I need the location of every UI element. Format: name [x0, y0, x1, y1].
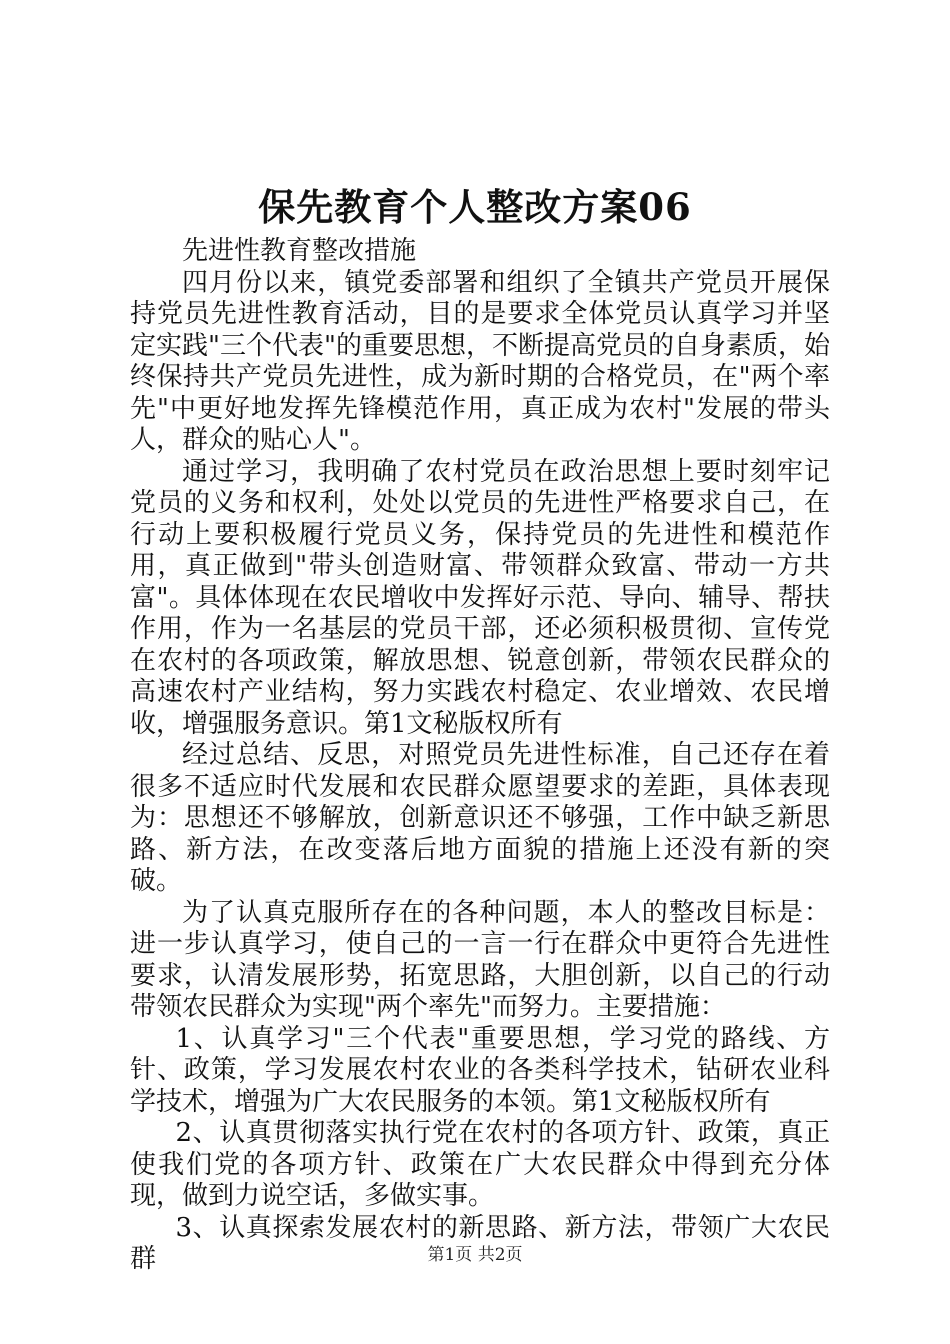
document-body: [130, 236, 830, 1276]
document-title: 保先教育个人整改方案06: [258, 185, 692, 229]
paragraph: 经过总结、反思，对照党员先进性标准，自己还存在着很多不适应时代发展和农民群众愿望要求的差距，具体表现为：思想还不够解放，创新意识还不够强，工作中缺乏新思路、新方法，在改变落后地方面貌的措施上还没有新的突破。: [130, 740, 830, 896]
section-heading: 先进性教育整改措施: [182, 236, 417, 266]
list-item: 3、认真探索发展农村的新思路、新方法，带领广大农民群: [130, 1212, 830, 1274]
list-item: 1、认真学习"三个代表"重要思想，学习党的路线、方针、政策，学习发展农村农业的各类科学技术，钻研农业科学技术，增强为广大农民服务的本领。第1文秘版权所有: [130, 1023, 830, 1117]
paragraph: 为了认真克服所存在的各种问题，本人的整改目标是：进一步认真学习，使自己的一言一行在群众中更符合先进性要求，认清发展形势，拓宽思路，大胆创新，以自己的行动带领农民群众为实现"两个率先"而努力。主要措施：: [130, 897, 830, 1022]
paragraph: 通过学习，我明确了农村党员在政治思想上要时刻牢记党员的义务和权利，处处以党员的先进性严格要求自己，在行动上要积极履行党员义务，保持党员的先进性和模范作用，真正做到"带头创造财富、带领群众致富、带动一方共富"。具体体现在农民增收中发挥好示范、导向、辅导、帮扶作用，作为一名基层的党员干部，还必须积极贯彻、宣传党在农村的各项政策，解放思想、锐意创新，带领农民群众的高速农村产业结构，努力实践农村稳定、农业增效、农民增收，增强服务意识。第1文秘版权所有: [130, 456, 830, 739]
paragraph: 四月份以来，镇党委部署和组织了全镇共产党员开展保持党员先进性教育活动，目的是要求全体党员认真学习并坚定实践"三个代表"的重要思想，不断提高党员的自身素质，始终保持共产党员先进性，成为新时期的合格党员，在"两个率先"中更好地发挥先锋模范作用，真正成为农村"发展的带头人，群众的贴心人"。: [130, 267, 830, 455]
list-item: 2、认真贯彻落实执行党在农村的各项方针、政策，真正使我们党的各项方针、政策在广大农民群众中得到充分体现，做到力说空话，多做实事。: [130, 1118, 830, 1211]
page-number: 第1页 共2页: [427, 1245, 523, 1265]
